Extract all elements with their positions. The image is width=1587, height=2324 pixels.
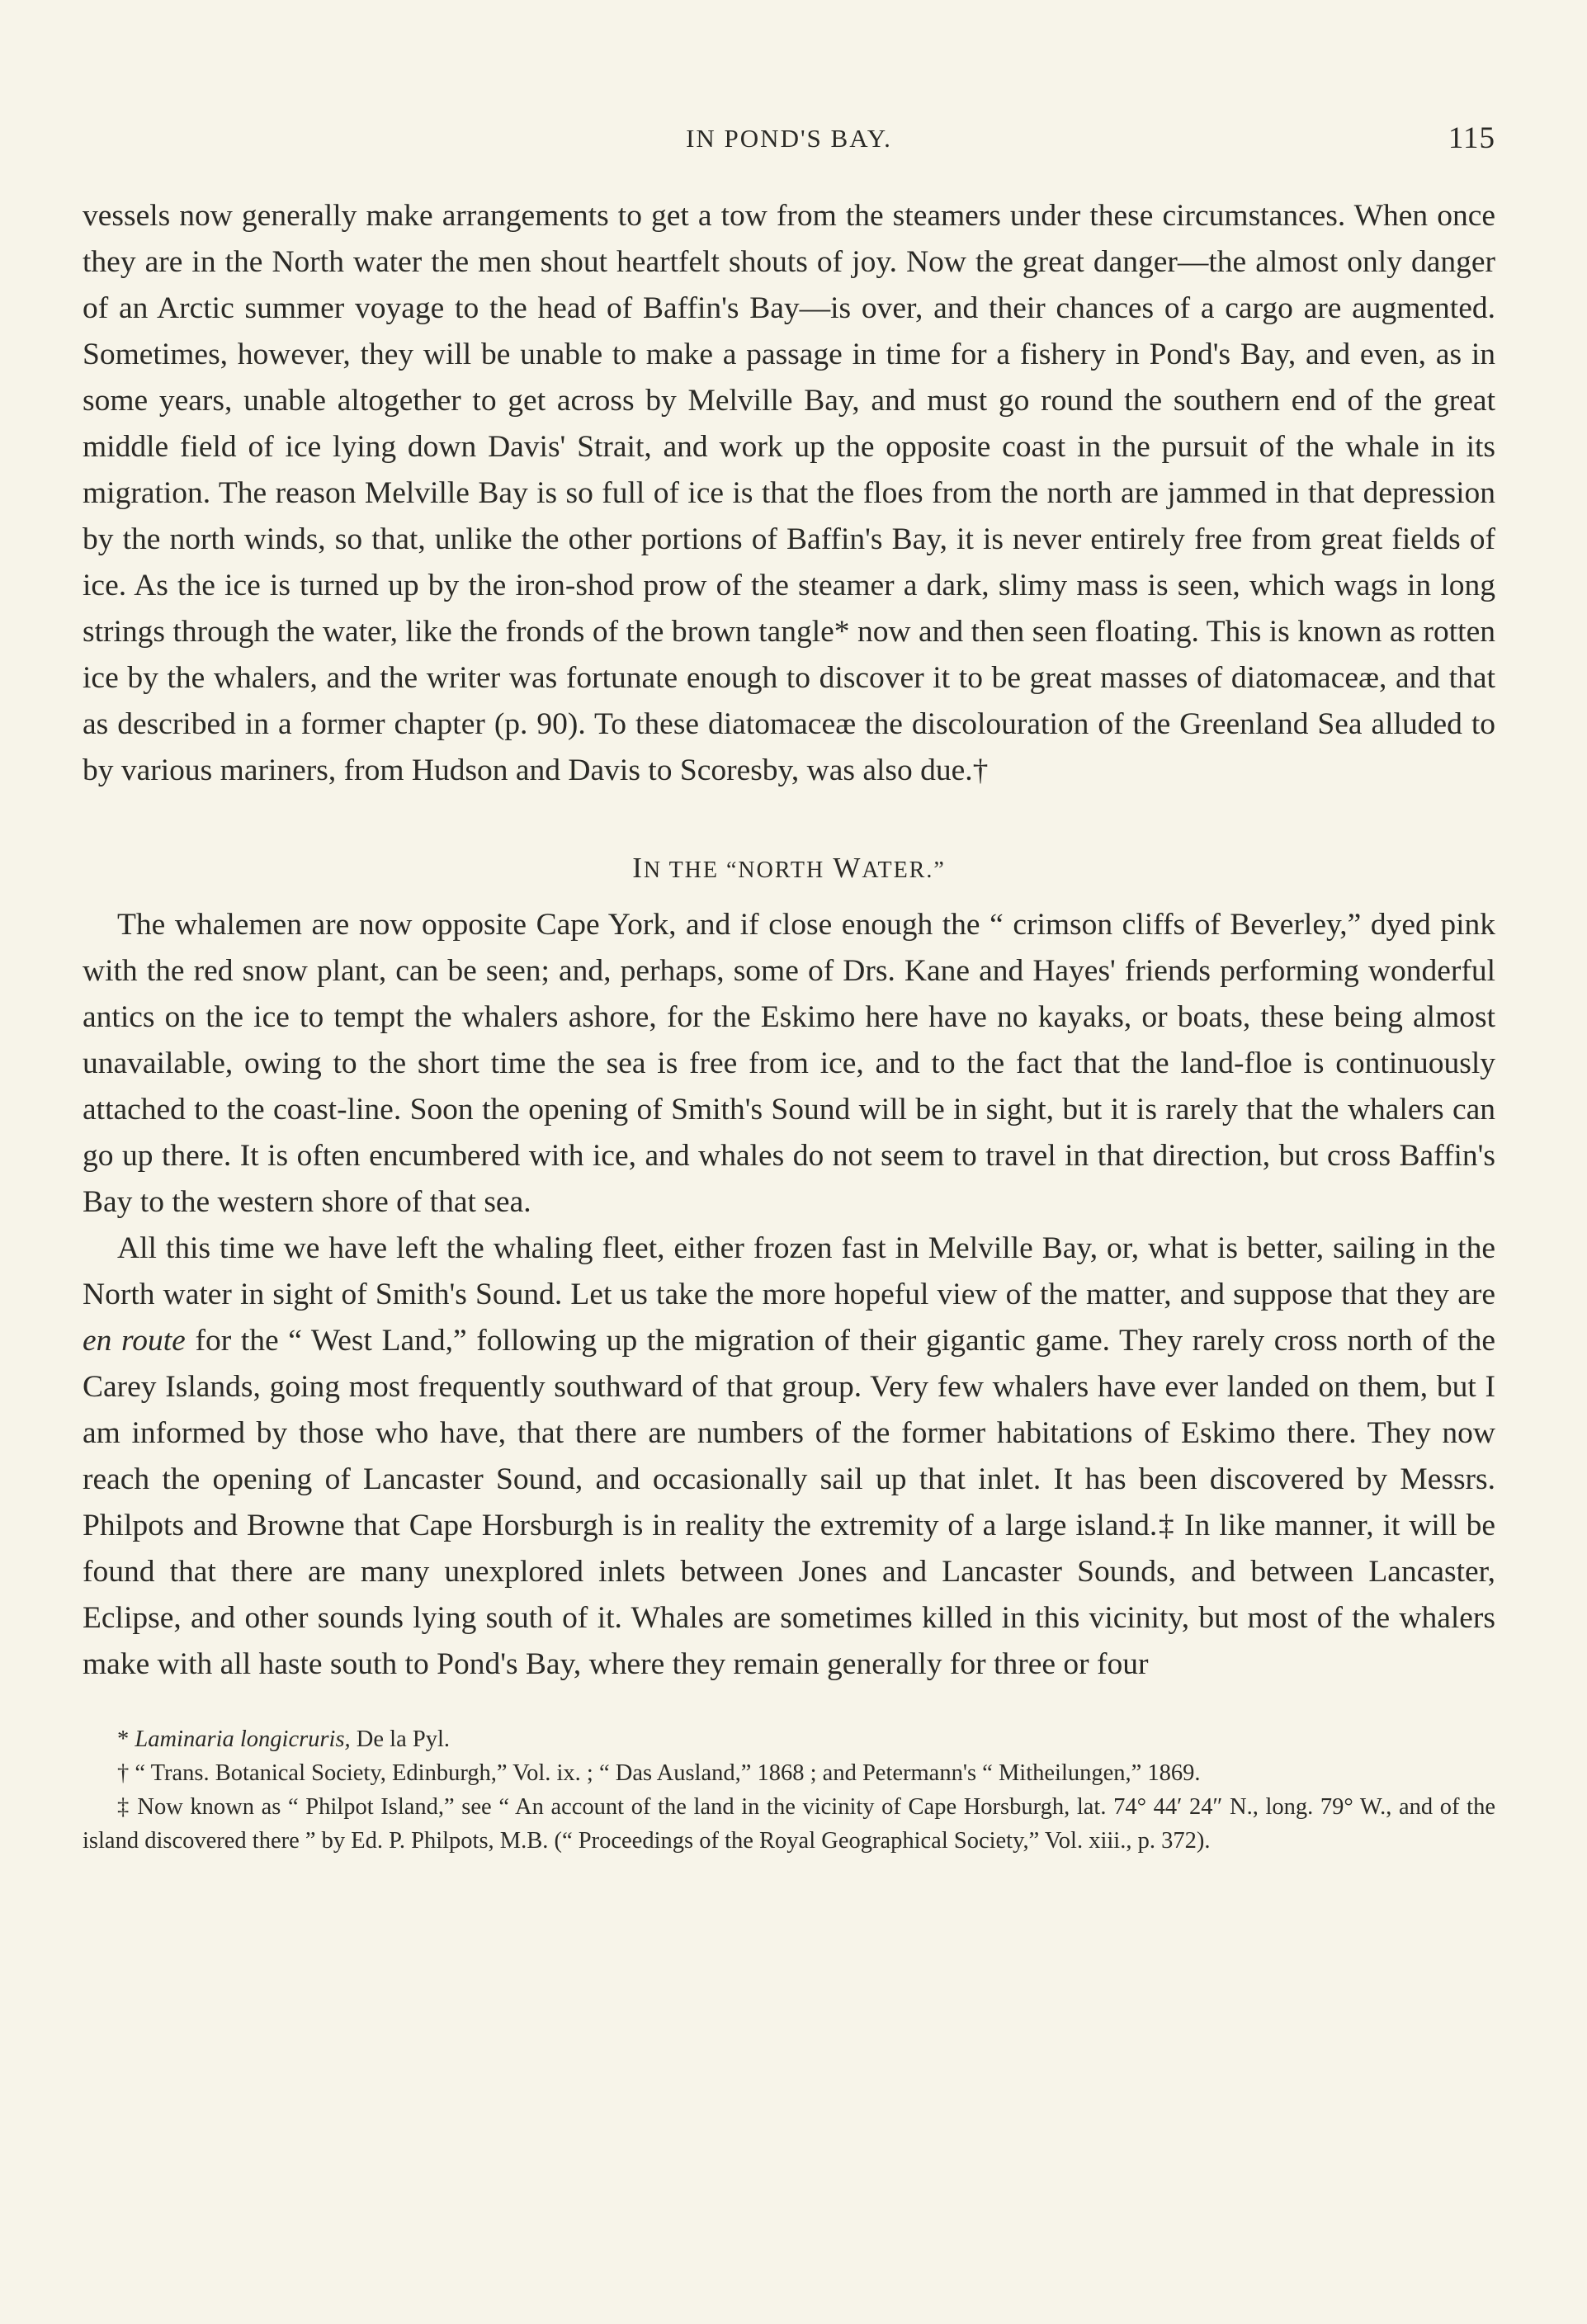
- running-title: IN POND'S BAY.: [686, 124, 892, 153]
- footnote-1-mark: *: [117, 1726, 135, 1752]
- italic-en-route: en route: [83, 1324, 186, 1358]
- paragraph-whaling-fleet: [83, 1226, 1495, 1688]
- page-number: 115: [1448, 121, 1495, 155]
- paragraph-north-water: The whalemen are now opposite Cape York, and if close enough the “ crimson cliffs of Beverley,” dyed pink with the red snow plant, can be seen; and, perhaps, some of Drs. Kane and Hayes' friends performing wonderful antics on the ice to tempt the whalers ashore, for the Eskimo here have no kayaks, or boats, these being almost unavailable, owing to the short time the sea is free from ice, and to the fact that the land-floe is continuously attached to the coast-line. Soon the opening of Smith's Sound will be in sight, but it is rarely that the whalers can go up there. It is often encumbered with ice, and whales do not seem to travel in that direction, but cross Baffin's Bay to the western shore of that sea.: [83, 908, 1495, 1219]
- heading-capital-w: W: [824, 852, 862, 884]
- paragraph-continuation: vessels now generally make arrangements to get a tow from the steamers under these circumstances. When once they are in the North water the men shout heartfelt shouts of joy. Now the great danger—the almost only danger of an Arctic summer voyage to the head of Baffin's Bay—is over, and their chances of a cargo are augmented. Sometimes, however, they will be unable to make a passage in time for a fishery in Pond's Bay, and even, as in some years, unable altogether to get across by Melville Bay, and must go round the southern end of the great middle field of ice lying down Davis' Strait, and work up the opposite coast in the pursuit of the whale in its migration. The reason Melville Bay is so full of ice is that the floes from the north are jammed in that depression by the north winds, so that, unlike the other portions of Baffin's Bay, it is never entirely free from great fields of ice. As the ice is turned up by the iron-shod prow of the steamer a dark, slimy mass is seen, which wags in long strings through the water, like the fronds of the brown tangle* now and then seen floating. This is known as rotten ice by the whalers, and the writer was fortunate enough to discover it to be great masses of diatomaceæ, and that as described in a former chapter (p. 90). To these diatomaceæ the discolouration of the Greenland Sea alluded to by various mariners, from Hudson and Davis to Scoresby, was also due.†: [83, 199, 1495, 787]
- heading-initial: I: [632, 852, 644, 884]
- footnote-1-italic: Laminaria longicruris,: [135, 1726, 351, 1752]
- paragraph-text-part-2: for the “ West Land,” following up the migration of their gigantic game. They rarely cross north of the Carey Islands, going most frequently southward of that group. Very few whalers have ever landed on them, but I am informed by those who have, that there are numbers of the former habitations of Eskimo there. They now reach the opening of Lancaster Sound, and occasionally sail up that inlet. It has been discovered by Messrs. Philpots and Browne that Cape Horsburgh is in reality the extremity of a large island.‡ In like manner, it will be found that there are many unexplored inlets between Jones and Lancaster Sounds, and between Lancaster, Eclipse, and other sounds lying south of it. Whales are sometimes killed in this vicinity, but most of the whalers make with all haste south to Pond's Bay, where they remain generally for three or four: [83, 1324, 1495, 1681]
- heading-small-caps-2: ORTH: [756, 857, 825, 883]
- heading-small-caps-3: ATER.”: [862, 857, 946, 883]
- footnote-3: ‡ Now known as “ Philpot Island,” see “ An account of the land in the vicinity of Cape Horsburgh, lat. 74° 44′ 24″ N., long. 79° W., and of the island discovered there ” by Ed. P. Philpots, M.B. (“ Proceedings of the Royal Geographical Society,” Vol. xiii., p. 372).: [83, 1794, 1495, 1854]
- footnote-2: † “ Trans. Botanical Society, Edinburgh,” Vol. ix. ; “ Das Ausland,” 1868 ; and Petermann's “ Mitheilungen,” 1869.: [117, 1760, 1201, 1786]
- body-text: [83, 193, 1495, 1688]
- footnote-1-rest: De la Pyl.: [350, 1726, 450, 1752]
- book-page: [83, 116, 1495, 1858]
- paragraph-text-part-1: All this time we have left the whaling fleet, either frozen fast in Melville Bay, or, what is better, sailing in the North water in sight of Smith's Sound. Let us take the more hopeful view of the matter, and suppose that they are: [83, 1231, 1495, 1311]
- footnotes: [83, 1722, 1495, 1858]
- running-header: [83, 116, 1495, 165]
- section-heading: [83, 845, 1495, 894]
- footnote-1: [83, 1722, 1495, 1756]
- heading-small-caps-1: N THE “N: [643, 857, 757, 883]
